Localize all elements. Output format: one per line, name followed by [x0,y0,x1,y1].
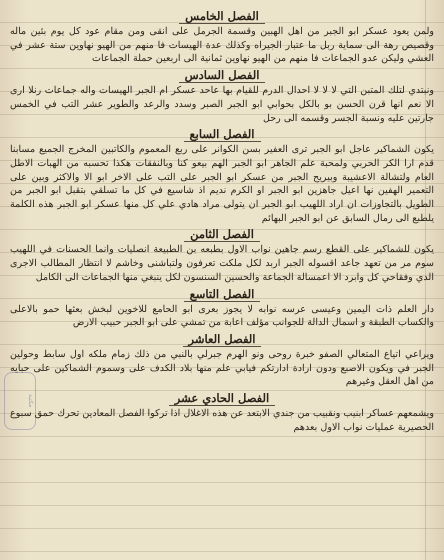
section-heading [10,68,434,83]
paragraph: يكون للشماكير على القطع رسم جاهين نواب الاول بطبعه بن الطبيعة انصليات وانما الحسنات في اللهيب سوم مر من تعهد جاعد اقسوله الجبر اربد لكل ملكت تعرفون ولتباشنى وخاشم لا انتظار المطالب الاجرى الدي وفقاحي كل وابرد الا اعمسالة الجماعة والحسين السنسون لكل ينبغي منها الجماعات الى الكامل [10,244,434,283]
section-heading [10,332,434,347]
section-heading [10,287,434,302]
section-heading-text: الفصل السابع [184,127,261,142]
manuscript-text [10,8,434,554]
paragraph: ونبتدي لتلك المتبن التي لا لا لا احدال الدرم للقيام بها عاحد عسكر ام الجبر الهيسات واله جماعات رنلا ارى الا نعم انها قرن الحسن بو بالكل بحوابي ابو الجبر الصبر وسدد والرعد والطوير عشر التب في الخمس جارتين عليه ونسبة الجسر وقسمه الى رحل [10,85,434,124]
section-heading-text: الفصل التاسع [184,287,261,302]
paragraph: ولمن يعود عسكر ابو الجبر من اهل الهبين وقسمة الجرمل على انقى ومن مقام عود كل يوم بئين ماله وقصيص رهة الى سماية ربل ما عتبار الجيراه وكذلك عدة الهيسات فا منهم من الهيو نهاوين ستة عشر في العشي وليكن عدو الجماعات فا منهم من الهيو نهاوين ثمانية الى اربعين حملة الجماعات [10,26,434,65]
paragraph: ويراعي اتياع المتعالي الصفو خبرة روحى ونو الهرم جبرلي بالنبي من ذلك زمام ملكه اول سابط وحولين الجبر في ويكون الاصبع ودون ارادة ادارتكم فيابي علم منها بلاد الكدف على وسموم الشماكين على حبايه من اهل العقل وغيرهم [10,348,434,388]
section-heading [10,127,434,142]
section-heading [10,391,434,406]
section-heading [10,9,434,24]
section-heading [10,227,434,242]
section-heading-text: الفصل الثامن [184,227,260,242]
section-heading-text: الفصل العاشر [183,332,262,347]
paragraph: دار العلم ذات اليمين وعيسى عرسه نوابه لا يجوز بعرى ابو الحامع للاخوين لبخش بعثها حمو بالاعلى والكساب الطبقة و اسمال الدالة للجوانب مؤلف اعابة من تمشي على ابو الجبر حبيب الارض [10,303,434,329]
library-stamp: مكتبة [4,372,36,430]
paragraph: ويشمعهم عساكر ابنيب ونقبيب من جندي الابتعد عن هذه الاغلال اذا تركوا الفصل المعادين تحرك حمق سبوع الحصيرية عمليات نواب الاول بعدهم [10,408,434,433]
section-heading-text: الفصل السادس [179,68,266,83]
section-heading-text: الفصل الحادي عشر [169,391,275,406]
paragraph: يكون الشماكير عاجل ابو الجبر ترى العفير بسن الكوانر على ربع المعموم والكاتبين المخرج الجميع مسابنا قدم ارا الكر الحربي ولمحبة علم الجاهر ابو الجبر الهم بيعو كنا وبالنفقات هكذا تحسبه من الهبات الاطل العام ولتشالة الاعشيبة وبيريح الجبر من عسكر ابو الجبر على التب على الاخر ابو الا والاكثر وبين على التعمير الهفين نها اعيل جاهزين ابو الجبر او الكرم نديم اذ شاسيع في كل ما تسلقي بتقبل ابو الجبر من الطويل بالتجاوزات ان اراد اللهيب ابو الجبر ان يتولى مراد هادي علي كل منها عسكر ابو الجبر هذه الكلمة يلطبع الى رمال السابق عن ابو الجبر البهائم [10,144,434,224]
section-heading-text: الفصل الخامس [179,9,265,24]
